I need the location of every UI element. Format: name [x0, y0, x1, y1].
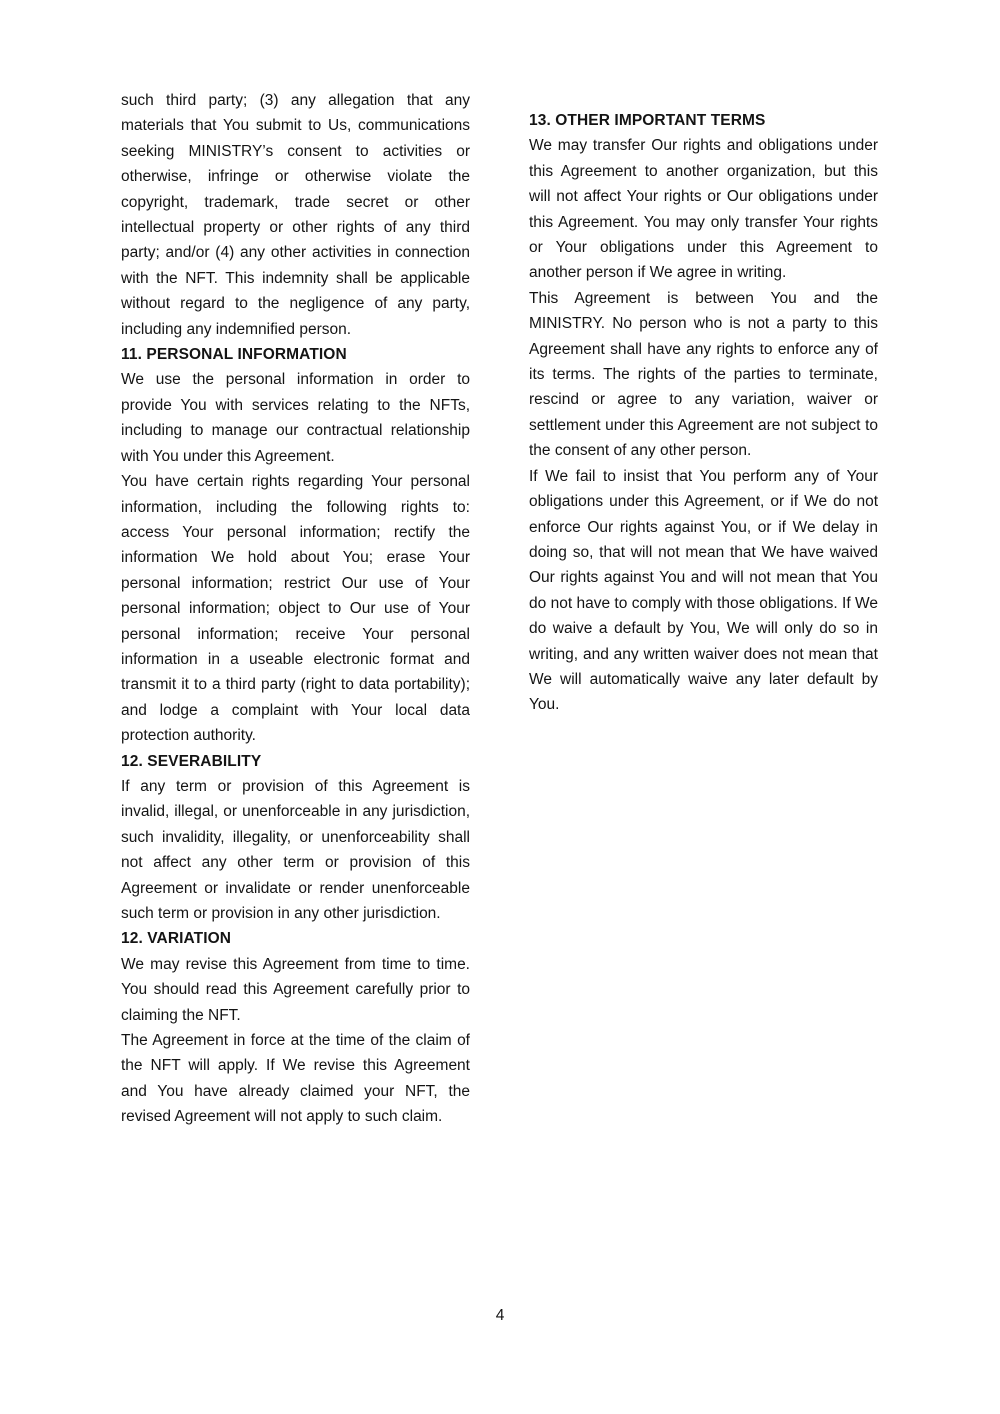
paragraph-other-terms-1: We may transfer Our rights and obligations under this Agreement to another organization, but this will not affect Your rights or Our obligations under this Agreement. You may only transfer Your rights or Your obligations under this Agreement to another person if We agree in writing. [529, 137, 878, 282]
paragraph-variation-2: The Agreement in force at the time of the claim of the NFT will apply. If We revise this Agreement and You have already claimed your NFT, the revised Agreement will not apply to such claim. [121, 1032, 470, 1126]
page-number: 4 [495, 1307, 505, 1324]
section-heading-personal-information: 11. PERSONAL INFORMATION [121, 346, 347, 364]
paragraph-personal-information-1: We use the personal information in order to provide You with services relating to the NFTs, including to manage our contractual relationship with You under this Agreement. [121, 371, 470, 465]
section-heading-variation: 12. VARIATION [121, 930, 232, 948]
paragraph-other-terms-2: This Agreement is between You and the MINISTRY. No person who is not a party to this Agreement shall have any rights to enforce any of its terms. The rights of the parties to terminate, rescind or agree to any variation, waiver or settlement under this Agreement are not subject to the consent of any other person. [529, 289, 878, 460]
section-heading-severability: 12. SEVERABILITY [121, 752, 262, 770]
paragraph-severability: If any term or provision of this Agreement is invalid, illegal, or unenforceable in any jurisdiction, such invalidity, illegality, or unenforceability shall not affect any other term or provision of this Agreement or invalidate or render unenforceable such term or provision in any other jurisdiction. [121, 777, 470, 922]
paragraph-indemnity-continuation: such third party; (3) any allegation that any materials that You submit to Us, communications seeking MINISTRY’s consent to activities or otherwise, infringe or otherwise violate the copyright, trademark, trade secret or other intellectual property or other rights of any third party; and/or (4) any other activities in connection with the NFT. This indemnity shall be applicable without regard to the negligence of any party, including any indemnified person. [121, 92, 470, 338]
section-heading-other-important-terms: 13. OTHER IMPORTANT TERMS [529, 112, 766, 129]
paragraph-personal-information-2: You have certain rights regarding Your personal information, including the following rights to: access Your personal information; rectify the information We hold about You; erase Your personal information; restrict Our use of Your personal information; object to Our use of Your personal information; receive Your personal information in a useable electronic format and transmit it to a third party (right to data portability); and lodge a complaint with Your local data protection authority. [121, 473, 470, 745]
right-column [529, 108, 878, 718]
paragraph-variation-1: We may revise this Agreement from time to time. You should read this Agreement carefully prior to claiming the NFT. [121, 955, 470, 1024]
paragraph-other-terms-3: If We fail to insist that You perform any of Your obligations under this Agreement, or if We do not enforce Our rights against You, or if We delay in doing so, that will not mean that We have waived Our rights against You and will not mean that You do not have to comply with those obligations. If We do waive a default by You, We will only do so in writing, and any written waiver does not mean that We will automatically waive any later default by You. [529, 467, 878, 714]
left-column [121, 88, 470, 1130]
